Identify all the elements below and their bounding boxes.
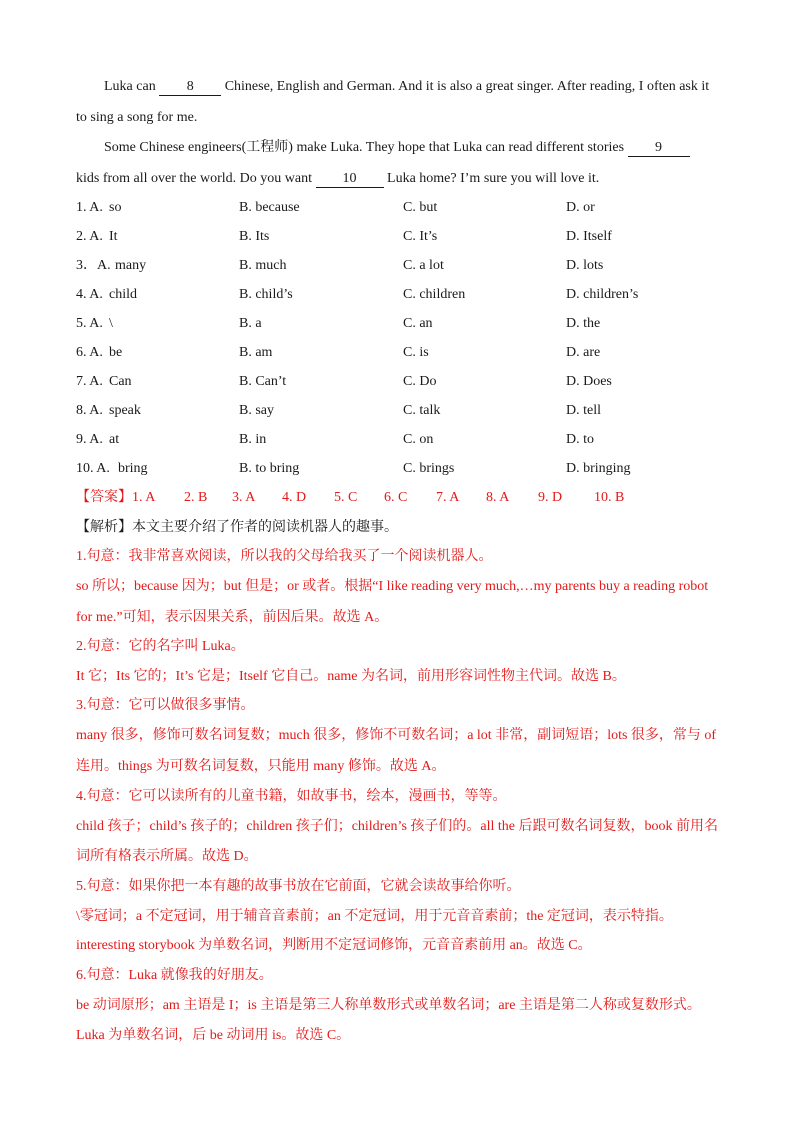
passage-text: Luka can	[104, 79, 160, 94]
option-b: B. in	[239, 432, 267, 447]
explanation-line: interesting storybook 为单数名词，判断用不定冠词修饰，元音音素前用 an。故选 C。	[76, 938, 592, 953]
option-d: D. children’s	[566, 287, 639, 302]
option-b: B. child’s	[239, 287, 293, 302]
option-d: D. Does	[566, 374, 612, 389]
option-d: D. bringing	[566, 461, 631, 476]
answer-label: 【答案】	[76, 490, 132, 505]
option-c: C. Do	[403, 374, 437, 389]
explanation-line: be 动词原形；am 主语是 I；is 主语是第三人称单数形式或单数名词；are 主语是第二人称或复数形式。	[76, 998, 701, 1013]
question-number: 10. A.	[76, 461, 110, 476]
question-number: 2. A.	[76, 229, 103, 244]
explanation-line: \零冠词；a 不定冠词，用于辅音音素前；an 不定冠词，用于元音音素前；the 定冠词，表示特指。	[76, 909, 673, 924]
answer-item: 7. A	[436, 490, 460, 505]
option-b: B. much	[239, 258, 287, 273]
explanation-line: many 很多，修饰可数名词复数；much 很多，修饰不可数名词；a lot 非常，副词短语；lots 很多，常与 of	[76, 728, 717, 743]
option-a: speak	[109, 403, 141, 418]
option-b: B. a	[239, 316, 262, 331]
answer-item: 9. D	[538, 490, 563, 505]
option-b: B. am	[239, 345, 273, 360]
answer-line	[76, 489, 726, 507]
answer-item: 10. B	[594, 490, 625, 505]
option-c: C. is	[403, 345, 429, 360]
question-number: 4. A.	[76, 287, 103, 302]
option-d: D. or	[566, 200, 595, 215]
passage-text: kids from all over the world. Do you want	[76, 171, 316, 186]
option-c: C. children	[403, 287, 466, 302]
option-c: C. on	[403, 432, 434, 447]
option-b: B. Its	[239, 229, 270, 244]
explanation-line: 2.句意：它的名字叫 Luka。	[76, 639, 245, 654]
explanation-line: 3.句意：它可以做很多事情。	[76, 698, 255, 713]
option-c: C. a lot	[403, 258, 444, 273]
explanation-line: for me.”可知，表示因果关系，前因后果。故选 A。	[76, 610, 389, 625]
option-d: D. to	[566, 432, 594, 447]
passage-text: Chinese, English and German. And it is also a great singer. After reading, I often ask it	[221, 79, 710, 94]
option-a: be	[109, 345, 123, 360]
option-a: Can	[109, 374, 132, 389]
explanation-line: 4.句意：它可以读所有的儿童书籍，如故事书，绘本，漫画书，等等。	[76, 789, 507, 804]
question-number: 9. A.	[76, 432, 103, 447]
option-a: bring	[118, 461, 148, 476]
answer-item: 8. A	[486, 490, 510, 505]
question-number: 5. A.	[76, 316, 103, 331]
answer-item: 5. C	[334, 490, 358, 505]
explanation-line: 5.句意：如果你把一本有趣的故事书放在它前面，它就会读故事给你听。	[76, 879, 521, 894]
explanation-line: Luka 为单数名词，后 be 动词用 is。故选 C。	[76, 1028, 351, 1043]
explanation-line: child 孩子；child’s 孩子的；children 孩子们；children’s 孩子们的。all the 后跟可数名词复数，book 前用名	[76, 819, 718, 834]
explanation-line: It 它；Its 它的；It’s 它是；Itself 它自己。name 为名词，前用形容词性物主代词。故选 B。	[76, 669, 626, 684]
explanation-line: 连用。things 为可数名词复数，只能用 many 修饰。故选 A。	[76, 759, 446, 774]
option-b: B. to bring	[239, 461, 300, 476]
option-a: so	[109, 200, 122, 215]
explanation-line: so 所以；because 因为；but 但是；or 或者。根据“I like reading very much,…my parents buy a reading robot	[76, 579, 709, 594]
explanation-line: 词所有格表示所属。故选 D。	[76, 849, 258, 864]
option-c: C. an	[403, 316, 433, 331]
blank-9: 9	[628, 140, 690, 157]
passage-line-3	[104, 139, 754, 157]
answer-item: 1. A	[132, 490, 156, 505]
blank-8: 8	[159, 79, 221, 96]
answer-item: 6. C	[384, 490, 408, 505]
option-a: \	[109, 316, 113, 331]
explanation-line: 1.句意：我非常喜欢阅读，所以我的父母给我买了一个阅读机器人。	[76, 549, 493, 564]
question-number: 7. A.	[76, 374, 103, 389]
option-a: many	[115, 258, 147, 273]
option-b: B. Can’t	[239, 374, 287, 389]
passage-line-1	[104, 78, 754, 96]
answer-item: 2. B	[184, 490, 208, 505]
option-d: D. tell	[566, 403, 601, 418]
option-d: D. lots	[566, 258, 604, 273]
passage-line-2: to sing a song for me.	[76, 110, 198, 125]
question-number: 1. A.	[76, 200, 103, 215]
question-number: 8. A.	[76, 403, 103, 418]
explanation-line: 6.句意：Luka 就像我的好朋友。	[76, 968, 273, 983]
option-d: D. Itself	[566, 229, 612, 244]
option-d: D. the	[566, 316, 601, 331]
blank-10: 10	[316, 171, 384, 188]
option-d: D. are	[566, 345, 601, 360]
option-b: B. because	[239, 200, 300, 215]
passage-text: Luka home? I’m sure you will love it.	[383, 171, 600, 186]
passage-line-4	[76, 170, 726, 188]
passage-text: Some Chinese engineers(工程师) make Luka. They hope that Luka can read different stories	[104, 140, 628, 155]
option-c: C. brings	[403, 461, 455, 476]
answer-item: 4. D	[282, 490, 307, 505]
option-a: child	[109, 287, 137, 302]
option-c: C. talk	[403, 403, 441, 418]
question-number: 3．A.	[76, 258, 111, 273]
option-b: B. say	[239, 403, 274, 418]
answer-item: 3. A	[232, 490, 256, 505]
option-c: C. but	[403, 200, 438, 215]
option-c: C. It’s	[403, 229, 438, 244]
option-a: at	[109, 432, 120, 447]
explanation-intro: 【解析】本文主要介绍了作者的阅读机器人的趣事。	[76, 520, 398, 535]
option-a: It	[109, 229, 118, 244]
question-number: 6. A.	[76, 345, 103, 360]
